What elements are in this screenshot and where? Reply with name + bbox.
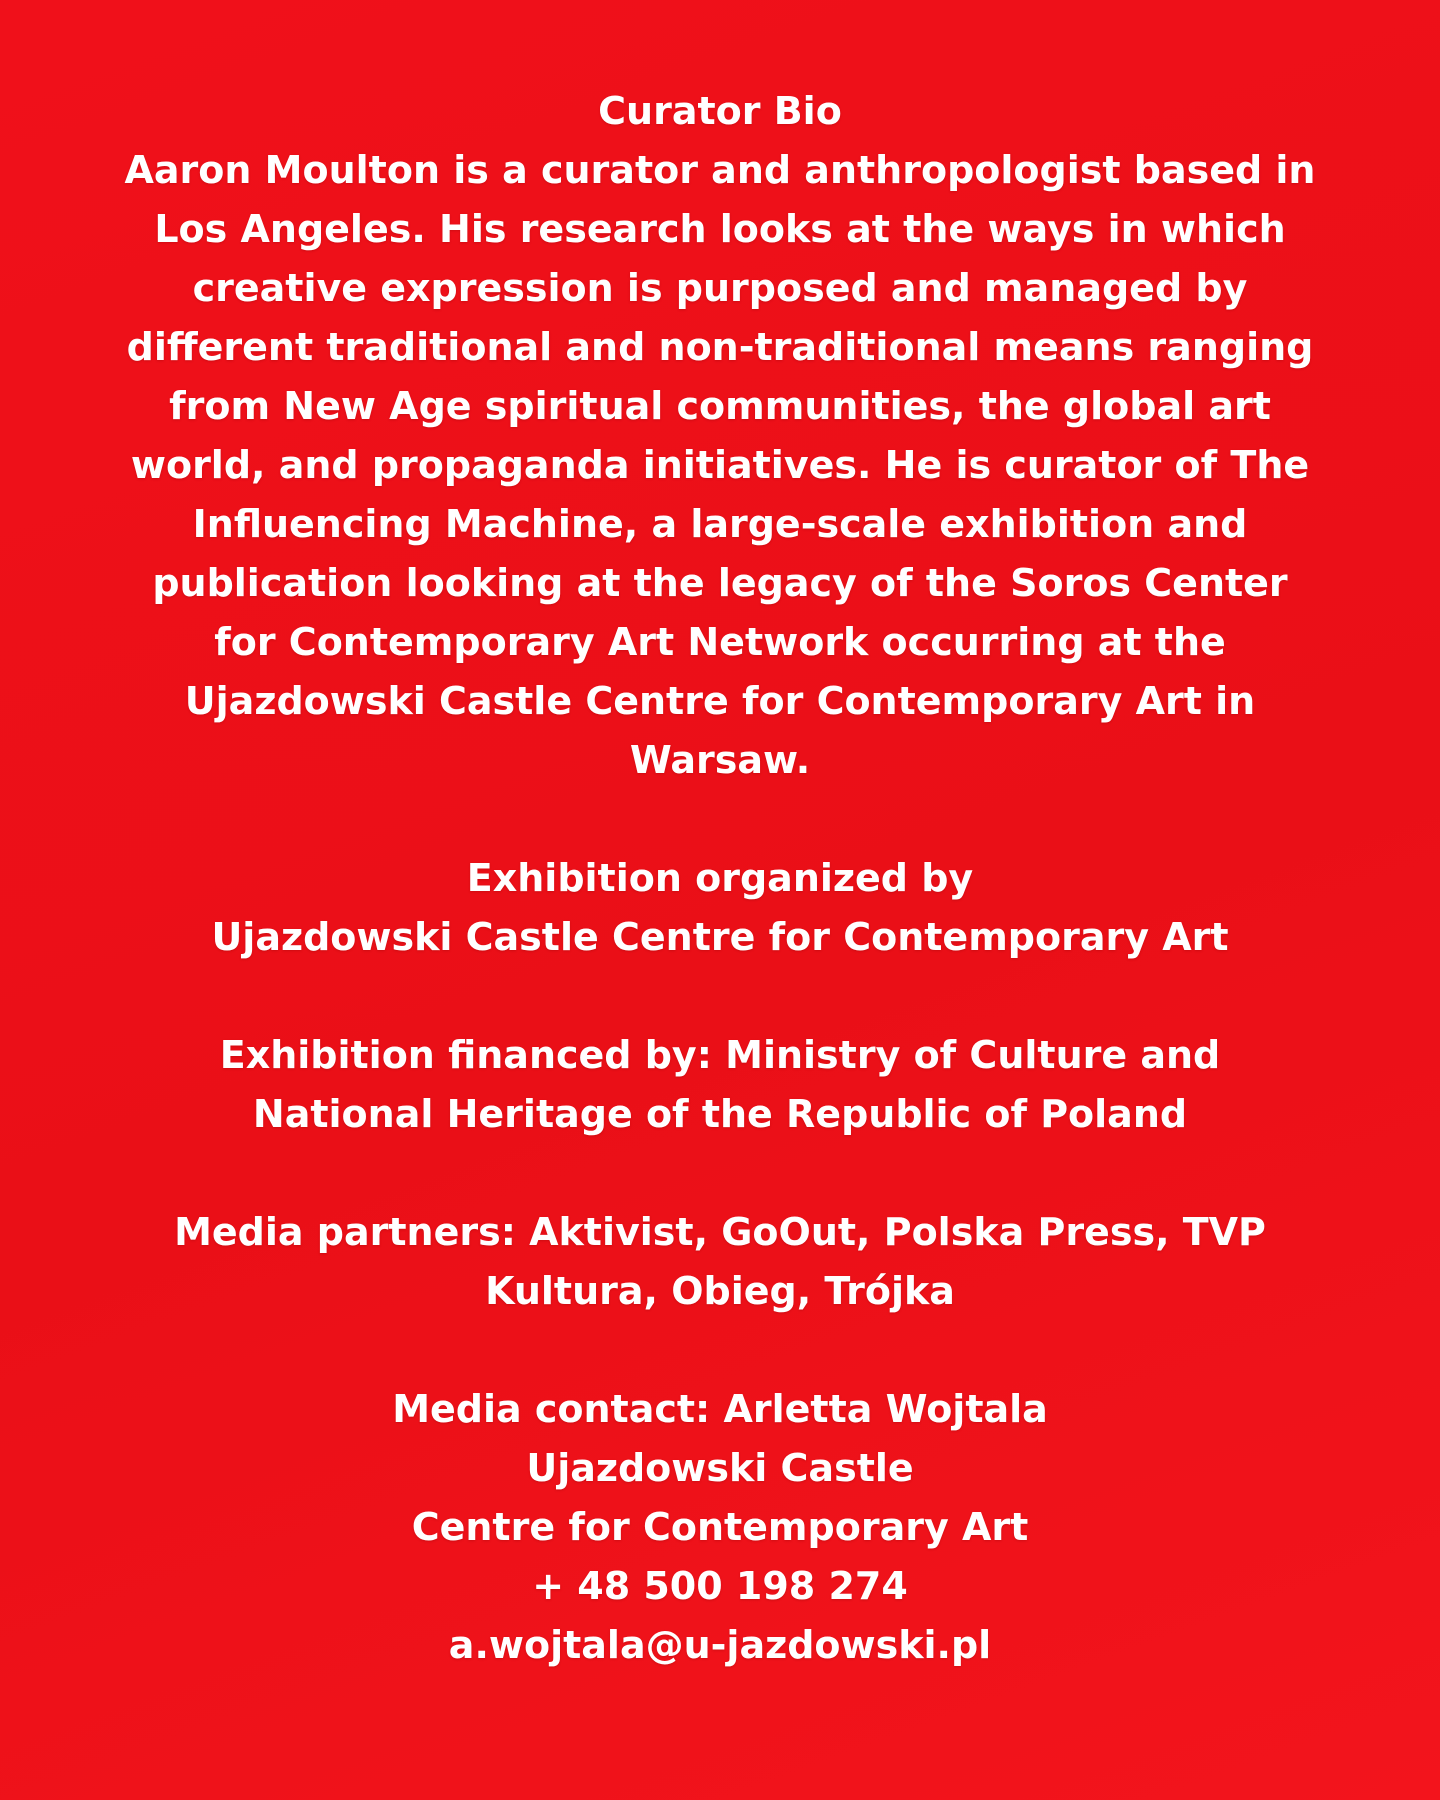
media-contact-section bbox=[96, 1380, 1344, 1675]
section-spacer bbox=[96, 790, 1344, 849]
bio-line: Aaron Moulton is a curator and anthropologist based in bbox=[124, 148, 1316, 192]
contact-org-line: Centre for Contemporary Art bbox=[411, 1505, 1029, 1549]
bio-line: world, and propaganda initiatives. He is curator of The bbox=[130, 443, 1310, 487]
section-spacer bbox=[96, 1144, 1344, 1203]
curator-bio-heading: Curator Bio bbox=[598, 89, 842, 133]
contact-org-line: Ujazdowski Castle bbox=[526, 1446, 914, 1490]
section-spacer bbox=[96, 967, 1344, 1026]
bio-line: different traditional and non-traditional means ranging bbox=[126, 325, 1314, 369]
organized-by-section bbox=[96, 849, 1344, 967]
bio-line: Los Angeles. His research looks at the ways in which bbox=[154, 207, 1286, 251]
section-spacer bbox=[96, 1321, 1344, 1380]
financed-line: National Heritage of the Republic of Poland bbox=[252, 1092, 1188, 1136]
media-partners-line: Media partners: Aktivist, GoOut, Polska Press, TVP bbox=[174, 1210, 1266, 1254]
bio-line: from New Age spiritual communities, the global art bbox=[169, 384, 1271, 428]
bio-line: Ujazdowski Castle Centre for Contemporary Art in bbox=[184, 679, 1256, 723]
curator-bio-section bbox=[96, 82, 1344, 790]
contact-phone: + 48 500 198 274 bbox=[532, 1564, 908, 1608]
organized-by-label: Exhibition organized by bbox=[466, 856, 974, 900]
bio-line: creative expression is purposed and managed by bbox=[192, 266, 1248, 310]
contact-email: a.wojtala@u-jazdowski.pl bbox=[448, 1623, 992, 1667]
organizer-name: Ujazdowski Castle Centre for Contemporary Art bbox=[211, 915, 1229, 959]
media-partners-line: Kultura, Obieg, Trójka bbox=[485, 1269, 955, 1313]
bio-line: for Contemporary Art Network occurring at the bbox=[214, 620, 1226, 664]
media-partners-section bbox=[96, 1203, 1344, 1321]
financed-by-section bbox=[96, 1026, 1344, 1144]
media-contact-label: Media contact: Arletta Wojtala bbox=[392, 1387, 1048, 1431]
financed-line: Exhibition financed by: Ministry of Culture and bbox=[219, 1033, 1221, 1077]
bio-line: Warsaw. bbox=[629, 738, 811, 782]
bio-line: publication looking at the legacy of the Soros Center bbox=[152, 561, 1288, 605]
bio-line: Influencing Machine, a large-scale exhibition and bbox=[192, 502, 1248, 546]
